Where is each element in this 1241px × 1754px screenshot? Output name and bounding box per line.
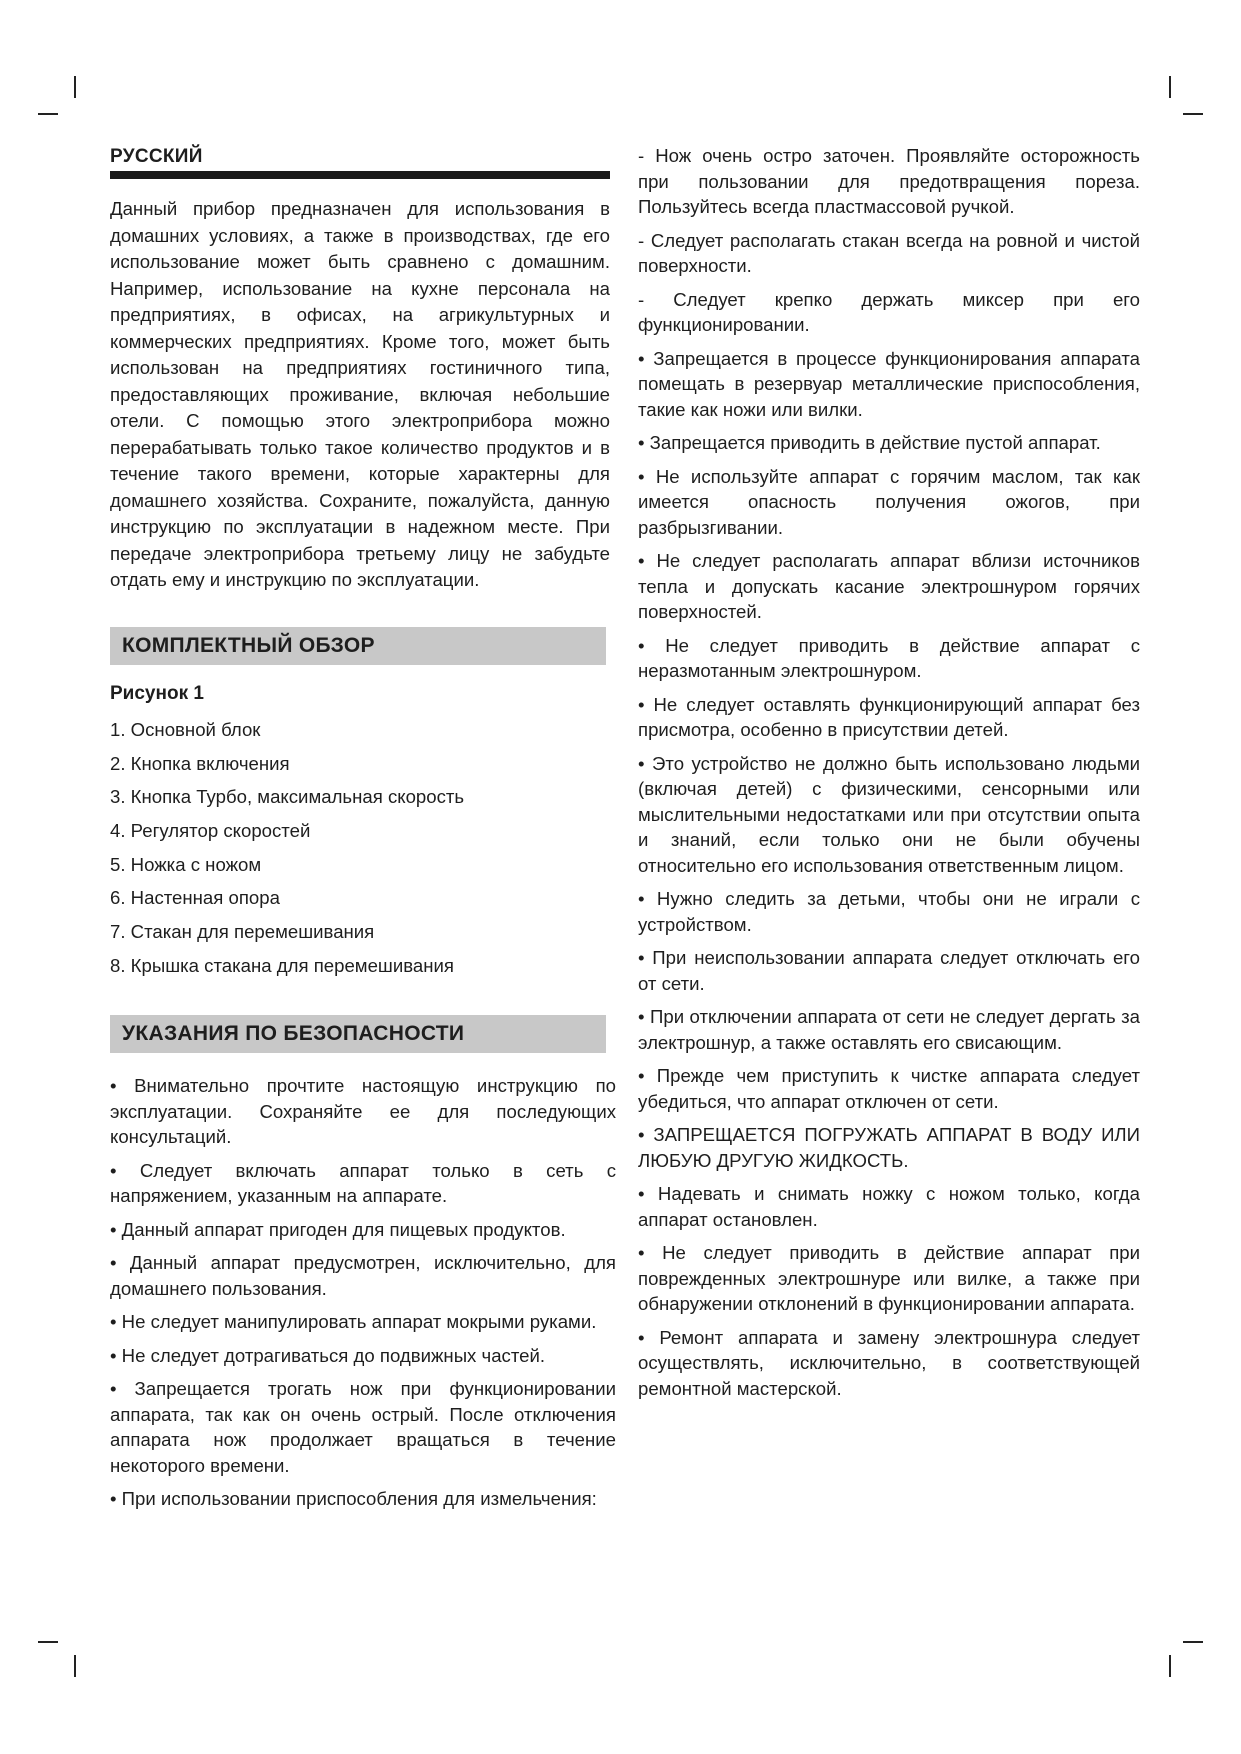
crop-mark: [38, 113, 58, 115]
safety-item: - Нож очень остро заточен. Проявляйте осторожность при пользовании для предотвращения пореза. Пользуйтесь всегда пластмассовой ручкой.: [638, 145, 1140, 217]
safety-item: • Надевать и снимать ножку с ножом только, когда аппарат остановлен.: [638, 1183, 1140, 1230]
safety-item: • При неиспользовании аппарата следует отключать его от сети.: [638, 947, 1140, 994]
title-rule: [110, 171, 610, 179]
safety-item: • Не следует располагать аппарат вблизи источников тепла и допускать касание электрошнуром горячих поверхностей.: [638, 550, 1140, 622]
safety-item: • Не следует приводить в действие аппарат с неразмотанным электрошнуром.: [638, 634, 1140, 681]
safety-item: • Ремонт аппарата и замену электрошнура следует осуществлять, исключительно, в соответствующей ремонтной мастерской.: [638, 1326, 1140, 1399]
safety-item: - Следует крепко держать миксер при его функционировании.: [638, 288, 1140, 335]
parts-list: [110, 713, 610, 983]
safety-item: • Это устройство не должно быть использовано людьми (включая детей) с физическими, сенсорными или мыслительными недостатками или при отсутствии опыта и знаний, если только они не были обучены относительно его использования ответственным лицом.: [638, 752, 1140, 876]
safety-item: • Нужно следить за детьми, чтобы они не играли с устройством.: [638, 888, 1140, 935]
safety-item: • При использовании приспособления для измельчения:: [110, 1488, 597, 1509]
language-title: РУССКИЙ: [110, 146, 203, 167]
safety-item: • Данный аппарат предусмотрен, исключительно, для домашнего пользования.: [110, 1252, 616, 1299]
safety-item: • Прежде чем приступить к чистке аппарата следует убедиться, что аппарат отключен от сети.: [638, 1065, 1140, 1112]
list-item: 7. Стакан для перемешивания: [110, 921, 375, 943]
safety-item: • Не следует манипулировать аппарат мокрыми руками.: [110, 1311, 597, 1332]
safety-item: • ЗАПРЕЩАЕТСЯ ПОГРУЖАТЬ АППАРАТ В ВОДУ ИЛИ ЛЮБУЮ ДРУГУЮ ЖИДКОСТЬ.: [638, 1124, 1140, 1171]
crop-mark: [1183, 1641, 1203, 1643]
figure-label: Рисунок 1: [110, 683, 204, 704]
list-item: 8. Крышка стакана для перемешивания: [110, 954, 454, 976]
safety-heading: УКАЗАНИЯ ПО БЕЗОПАСНОСТИ: [110, 1015, 606, 1053]
list-item: 3. Кнопка Турбо, максимальная скорость: [110, 786, 465, 808]
list-item: 4. Регулятор скоростей: [110, 820, 311, 842]
safety-item: • Запрещается трогать нож при функционировании аппарата, так как он очень острый. После отключения аппарата нож продолжает вращаться в течение некоторого времени.: [110, 1378, 616, 1476]
safety-list-right: [638, 143, 1140, 1409]
crop-mark: [38, 1641, 58, 1643]
safety-item: • Запрещается приводить в действие пустой аппарат.: [638, 432, 1101, 453]
list-item: 2. Кнопка включения: [110, 752, 290, 774]
crop-mark: [1169, 76, 1171, 98]
crop-mark: [74, 76, 76, 98]
crop-mark: [1169, 1655, 1171, 1677]
safety-item: • Не следует оставлять функционирующий аппарат без присмотра, особенно в присутствии детей.: [638, 693, 1140, 740]
safety-item: - Следует располагать стакан всегда на ровной и чистой поверхности.: [638, 229, 1140, 276]
safety-item: • Внимательно прочтите настоящую инструкцию по эксплуатации. Сохраняйте ее для последующих консультаций.: [110, 1075, 616, 1147]
safety-item: • При отключении аппарата от сети не следует дергать за электрошнур, а также оставлять его свисающим.: [638, 1006, 1140, 1053]
safety-item: • Запрещается в процессе функционирования аппарата помещать в резервуар металлические приспособления, такие как ножи или вилки.: [638, 347, 1140, 420]
overview-heading: КОМПЛЕКТНЫЙ ОБЗОР: [110, 627, 606, 665]
list-item: 6. Настенная опора: [110, 887, 280, 909]
intro-paragraph: Данный прибор предназначен для использования в домашних условиях, а также в производствах, где его использование может быть сравнено с домашним. Например, использование на кухне персонала на предприятиях, в офисах, на агрикультурных и коммерческих предприятиях. Кроме того, может быть использован на предприятиях гостиничного типа, предоставляющих проживание, включая небольшие отели. С помощью этого электроприбора можно перерабатывать только такое количество продуктов и в течение такого времени, которые характерны для домашнего хозяйства. Сохраните, пожалуйста, данную инструкцию по эксплуатации в надежном месте. При передаче электроприбора третьему лицу не забудьте отдать ему и инструкцию по эксплуатации.: [110, 198, 610, 590]
safety-item: • Не следует дотрагиваться до подвижных частей.: [110, 1344, 546, 1366]
safety-item: • Следует включать аппарат только в сеть с напряжением, указанным на аппарате.: [110, 1159, 616, 1206]
list-item: 1. Основной блок: [110, 719, 261, 740]
safety-list-left: [110, 1073, 616, 1520]
safety-item: • Не используйте аппарат с горячим маслом, так как имеется опасность получения ожогов, при разбрызгивании.: [638, 465, 1140, 538]
crop-mark: [74, 1655, 76, 1677]
safety-item: • Данный аппарат пригоден для пищевых продуктов.: [110, 1218, 566, 1240]
safety-item: • Не следует приводить в действие аппарат при поврежденных электрошнуре или вилке, а также при обнаружении отклонений в функционировании аппарата.: [638, 1242, 1140, 1314]
crop-mark: [1183, 113, 1203, 115]
list-item: 5. Ножка с ножом: [110, 853, 262, 875]
